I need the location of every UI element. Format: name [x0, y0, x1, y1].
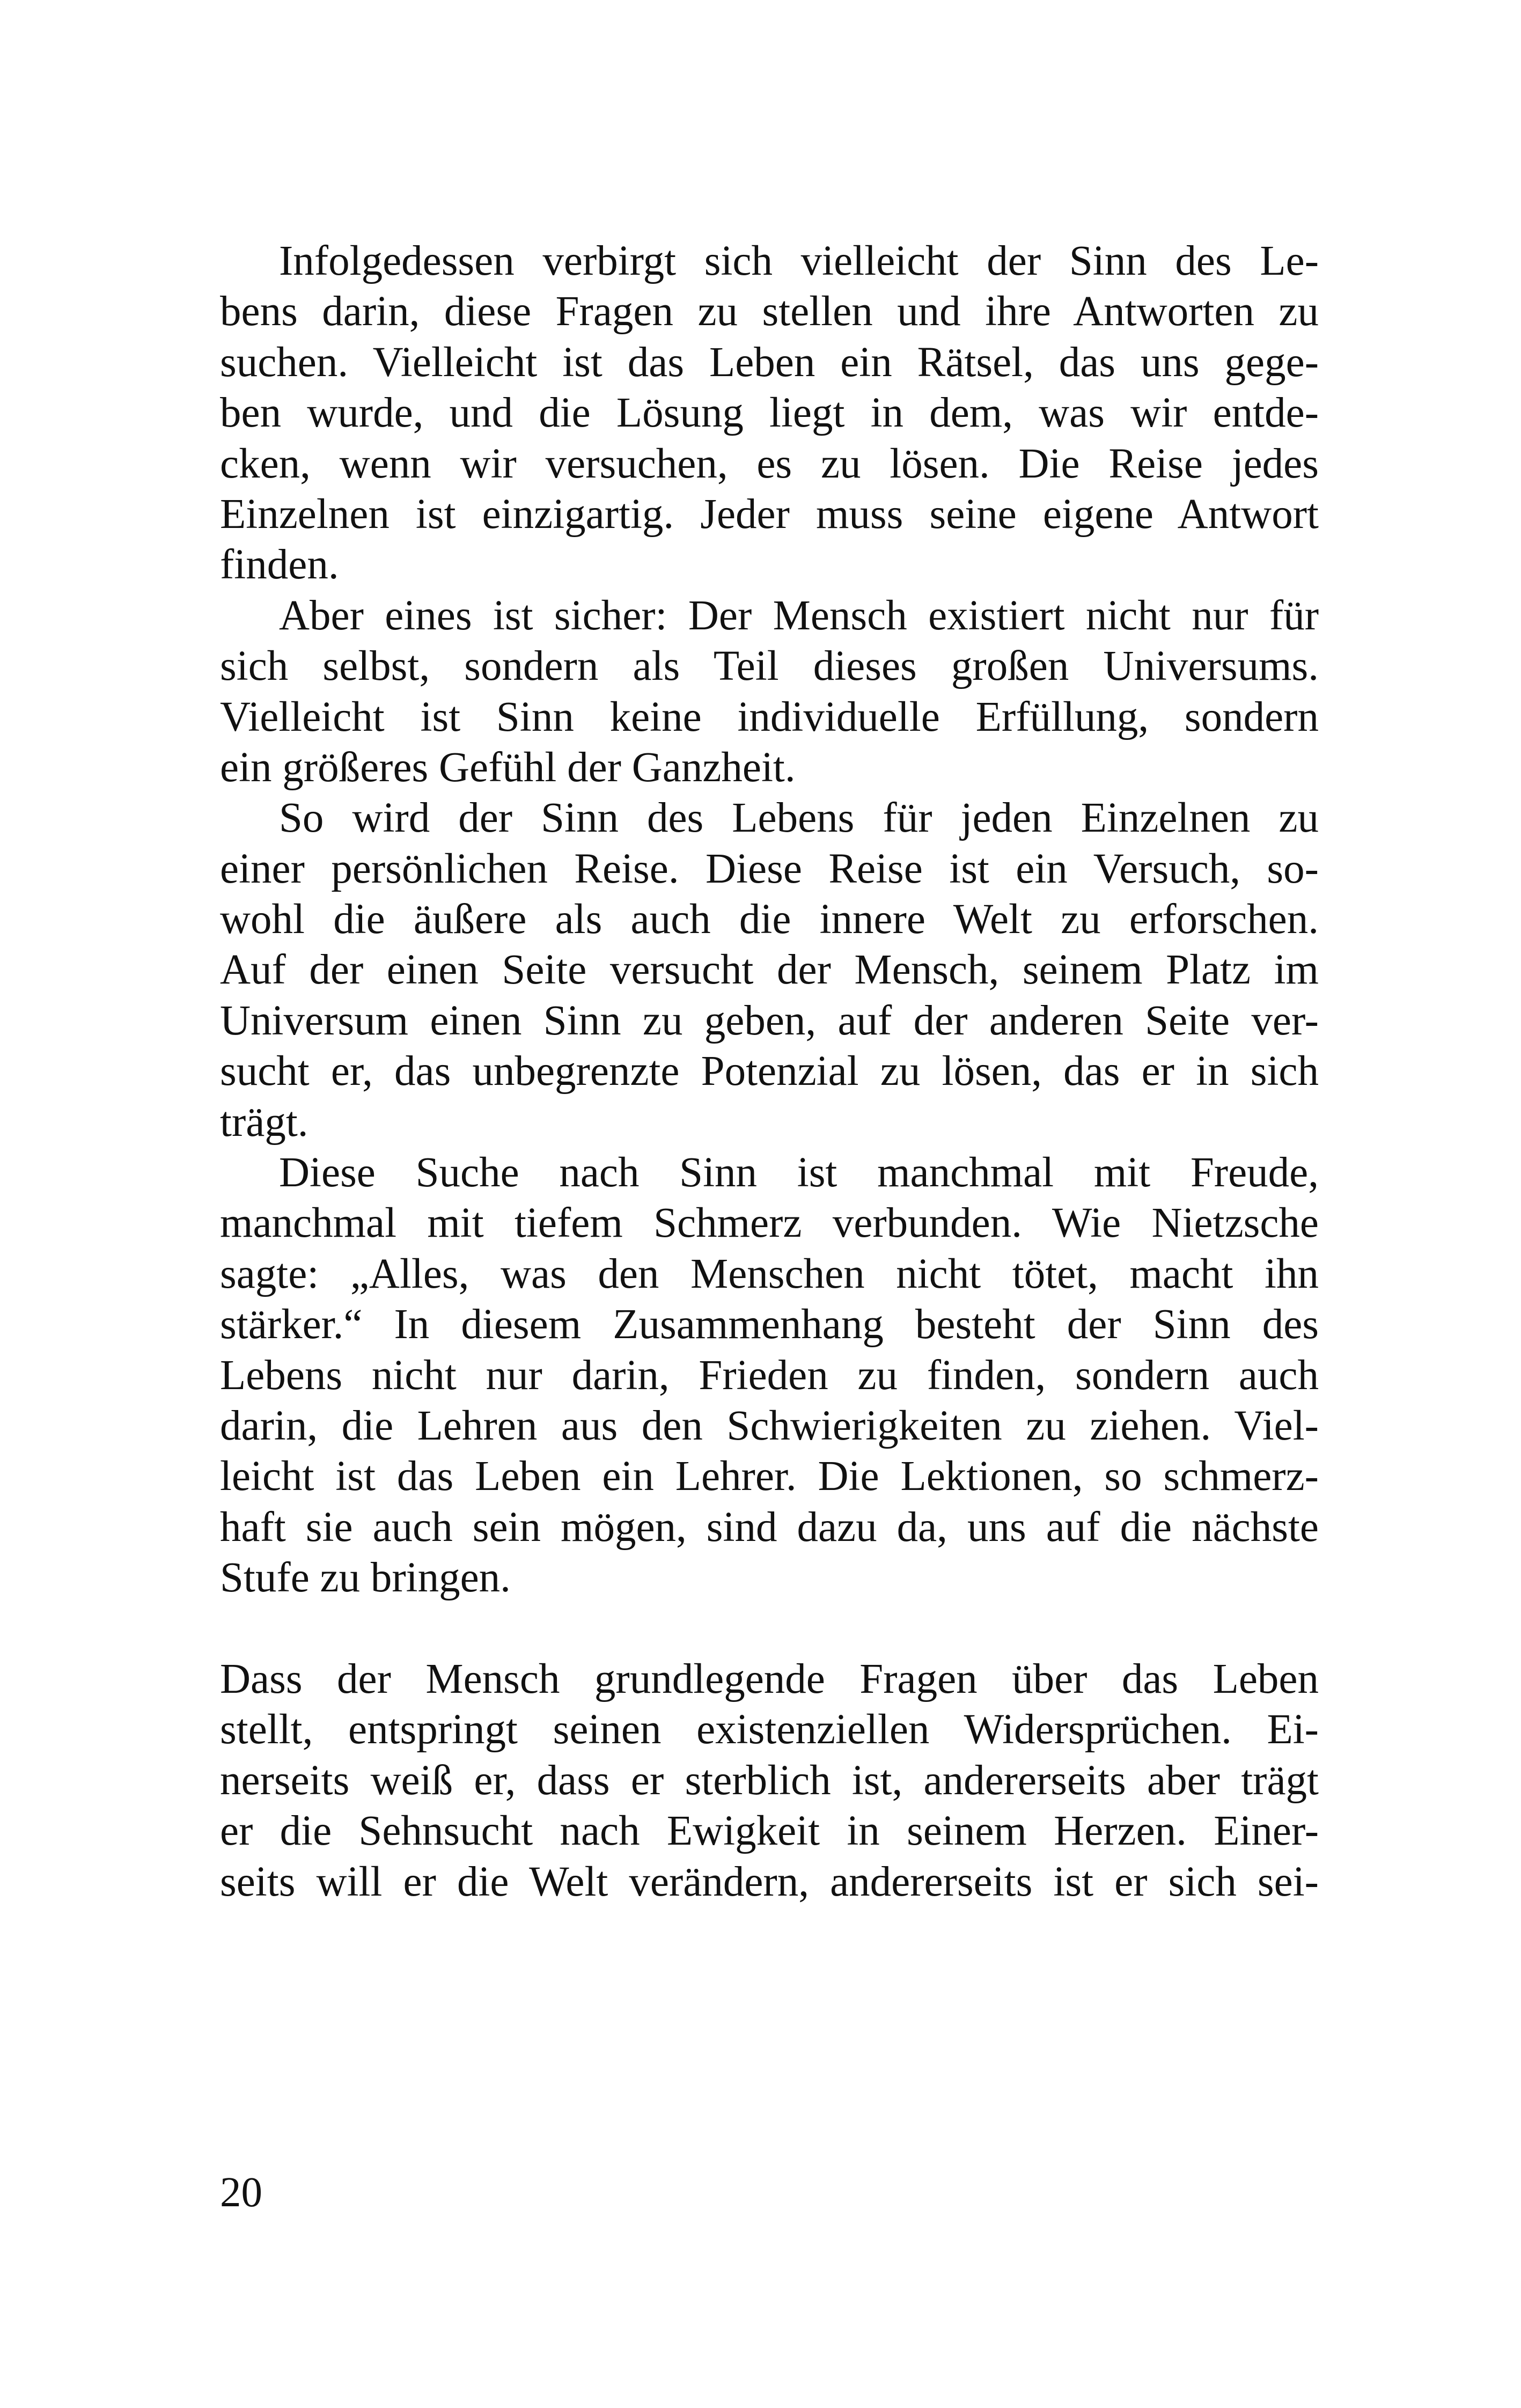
- text-line: Infolgedessen verbirgt sich vielleicht der Sinn des Le-: [279, 238, 1319, 284]
- text-line: Stufe zu bringen.: [220, 1554, 511, 1602]
- text-line: einer persönlichen Reise. Diese Reise ist ein Versuch, so-: [220, 845, 1319, 892]
- text-line: Aber eines ist sicher: Der Mensch existiert nicht nur für: [279, 592, 1319, 639]
- text-line: Lebens nicht nur darin, Frieden zu finden, sondern auch: [220, 1352, 1319, 1399]
- text-line: nerseits weiß er, dass er sterblich ist, andererseits aber trägt: [220, 1757, 1319, 1804]
- text-line: bens darin, diese Fragen zu stellen und ihre Antworten zu: [220, 288, 1319, 335]
- paragraph-2: [220, 591, 1319, 794]
- paragraph-1: [220, 236, 1319, 591]
- paragraph-5: [220, 1654, 1319, 1907]
- text-line: trägt.: [220, 1098, 308, 1146]
- text-line: Universum einen Sinn zu geben, auf der anderen Seite ver-: [220, 997, 1319, 1044]
- text-line: finden.: [220, 541, 339, 589]
- page-number: 20: [220, 2169, 262, 2216]
- text-line: er die Sehnsucht nach Ewigkeit in seinem Herzen. Einer-: [220, 1808, 1319, 1855]
- text-line: Einzelnen ist einzigartig. Jeder muss seine eigene Antwort: [220, 490, 1319, 538]
- text-line: leicht ist das Leben ein Lehrer. Die Lektionen, so schmerz-: [220, 1453, 1319, 1500]
- text-line: seits will er die Welt verändern, andererseits ist er sich sei-: [220, 1858, 1319, 1905]
- text-line: sich selbst, sondern als Teil dieses großen Universums.: [220, 643, 1319, 690]
- paragraph-4: [220, 1148, 1319, 1604]
- text-line: suchen. Vielleicht ist das Leben ein Rätsel, das uns gege-: [220, 339, 1319, 386]
- text-line: sagte: „Alles, was den Menschen nicht tötet, macht ihn: [220, 1250, 1319, 1297]
- text-line: Diese Suche nach Sinn ist manchmal mit Freude,: [279, 1149, 1319, 1196]
- text-line: stärker.“ In diesem Zusammenhang besteht der Sinn des: [220, 1301, 1319, 1348]
- text-line: ben wurde, und die Lösung liegt in dem, was wir entde-: [220, 390, 1319, 437]
- text-line: sucht er, das unbegrenzte Potenzial zu lösen, das er in sich: [220, 1048, 1319, 1095]
- text-line: cken, wenn wir versuchen, es zu lösen. Die Reise jedes: [220, 440, 1319, 487]
- text-line: Dass der Mensch grundlegende Fragen über das Leben: [220, 1655, 1319, 1702]
- text-line: wohl die äußere als auch die innere Welt zu erforschen.: [220, 896, 1319, 943]
- body-text: [220, 236, 1319, 1907]
- text-line: haft sie auch sein mögen, sind dazu da, uns auf die nächste: [220, 1503, 1319, 1551]
- text-line: Auf der einen Seite versucht der Mensch, seinem Platz im: [220, 946, 1319, 994]
- text-line: manchmal mit tiefem Schmerz verbunden. Wie Nietzsche: [220, 1200, 1319, 1247]
- text-line: Vielleicht ist Sinn keine individuelle Erfüllung, sondern: [220, 693, 1319, 740]
- paragraph-3: [220, 793, 1319, 1148]
- text-line: So wird der Sinn des Lebens für jeden Einzelnen zu: [279, 795, 1319, 842]
- text-line: ein größeres Gefühl der Ganzheit.: [220, 744, 796, 791]
- text-line: darin, die Lehren aus den Schwierigkeiten zu ziehen. Viel-: [220, 1402, 1319, 1449]
- text-line: stellt, entspringt seinen existenziellen Widersprüchen. Ei-: [220, 1706, 1319, 1753]
- section-break: [220, 1604, 1319, 1654]
